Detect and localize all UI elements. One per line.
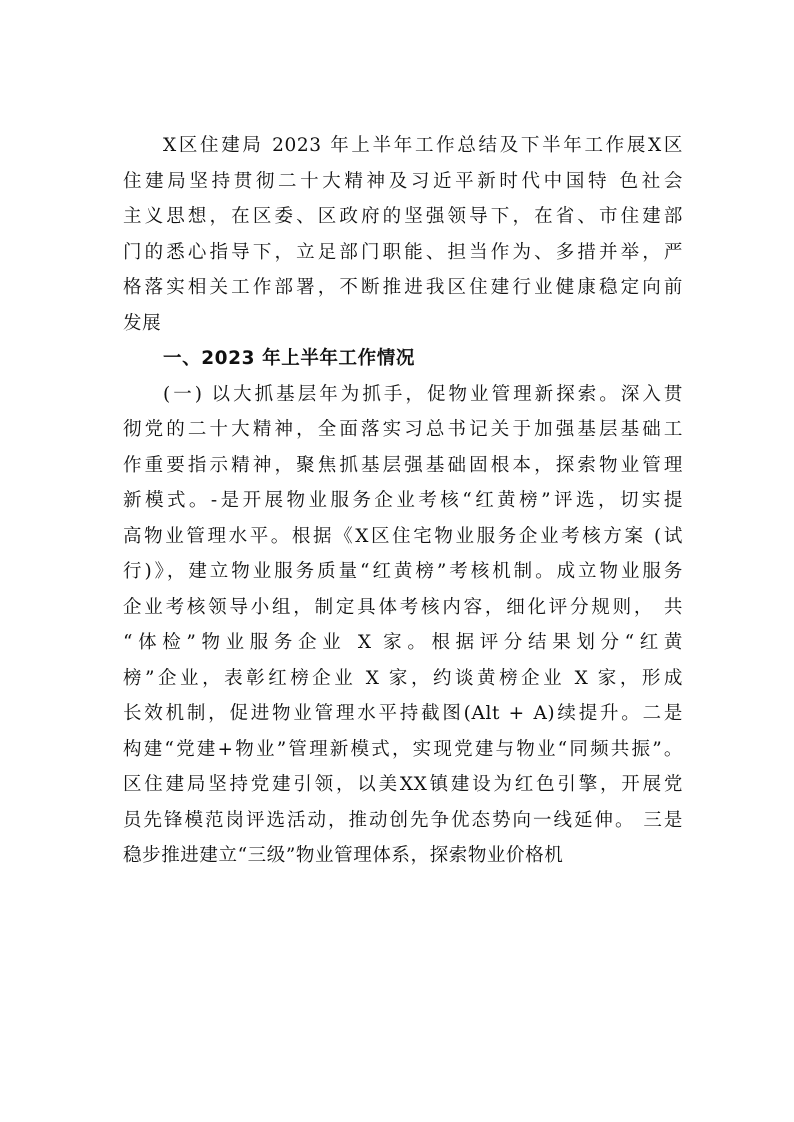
body-line: (一) 以大抓基层年为抓手，促物业管理新探索。深入贯 [163, 383, 683, 405]
intro-line: 发展 [123, 312, 162, 334]
body-line: 新模式。-是开展物业服务企业考核“红黄榜”评选，切实提 [123, 490, 683, 511]
intro-line: 门的悉心指导下，立足部门职能、担当作为、多措并举，严 [123, 241, 683, 263]
body-line: 区住建局坚持党建引领，以美XX镇建设为红色引擎，开展党 [123, 774, 683, 795]
body-line: 行)》，建立物业服务质量“红黄榜”考核机制。成立物业服务 [123, 561, 683, 582]
body-line: 员先锋模范岗评选活动，推动创先争优态势向一线延伸。 三是 [123, 809, 683, 831]
intro-line: 住建局坚持贯彻二十大精神及习近平新时代中国特 色社会 [123, 170, 683, 192]
intro-line: 主义思想，在区委、区政府的坚强领导下，在省、市住建部 [123, 206, 683, 227]
intro-line: X区住建局 2023 年上半年工作总结及下半年工作展X区 [163, 135, 683, 156]
body-line: 稳步推进建立“三级”物业管理体系，探索物业价格机 [123, 845, 564, 866]
body-line: 彻党的二十大精神，全面落实习总书记关于加强基层基础工 [123, 419, 683, 440]
body-line: 作重要指示精神，聚焦抓基层强基础固根本，探索物业管理 [123, 454, 683, 476]
body-line: 构建“党建+物业”管理新模式，实现党建与物业“同频共振”。 [123, 738, 683, 760]
section-heading: 一、2023 年上半年工作情况 [163, 348, 415, 369]
body-line: 榜”企业，表彰红榜企业 X 家，约谈黄榜企业 X 家，形成 [123, 667, 683, 689]
intro-line: 格落实相关工作部署，不断推进我区住建行业健康稳定向前 [123, 277, 683, 298]
body-line: 企业考核领导小组，制定具体考核内容，细化评分规则， 共 [123, 596, 683, 618]
body-line: “体检”物业服务企业 X 家。根据评分结果划分“红黄 [123, 632, 683, 653]
body-line: 长效机制，促进物业管理水平持截图(Alt + A)续提升。二是 [123, 703, 683, 724]
document-body [123, 128, 683, 874]
body-line: 高物业管理水平。根据《X区住宅物业服务企业考核方案 (试 [123, 525, 683, 547]
